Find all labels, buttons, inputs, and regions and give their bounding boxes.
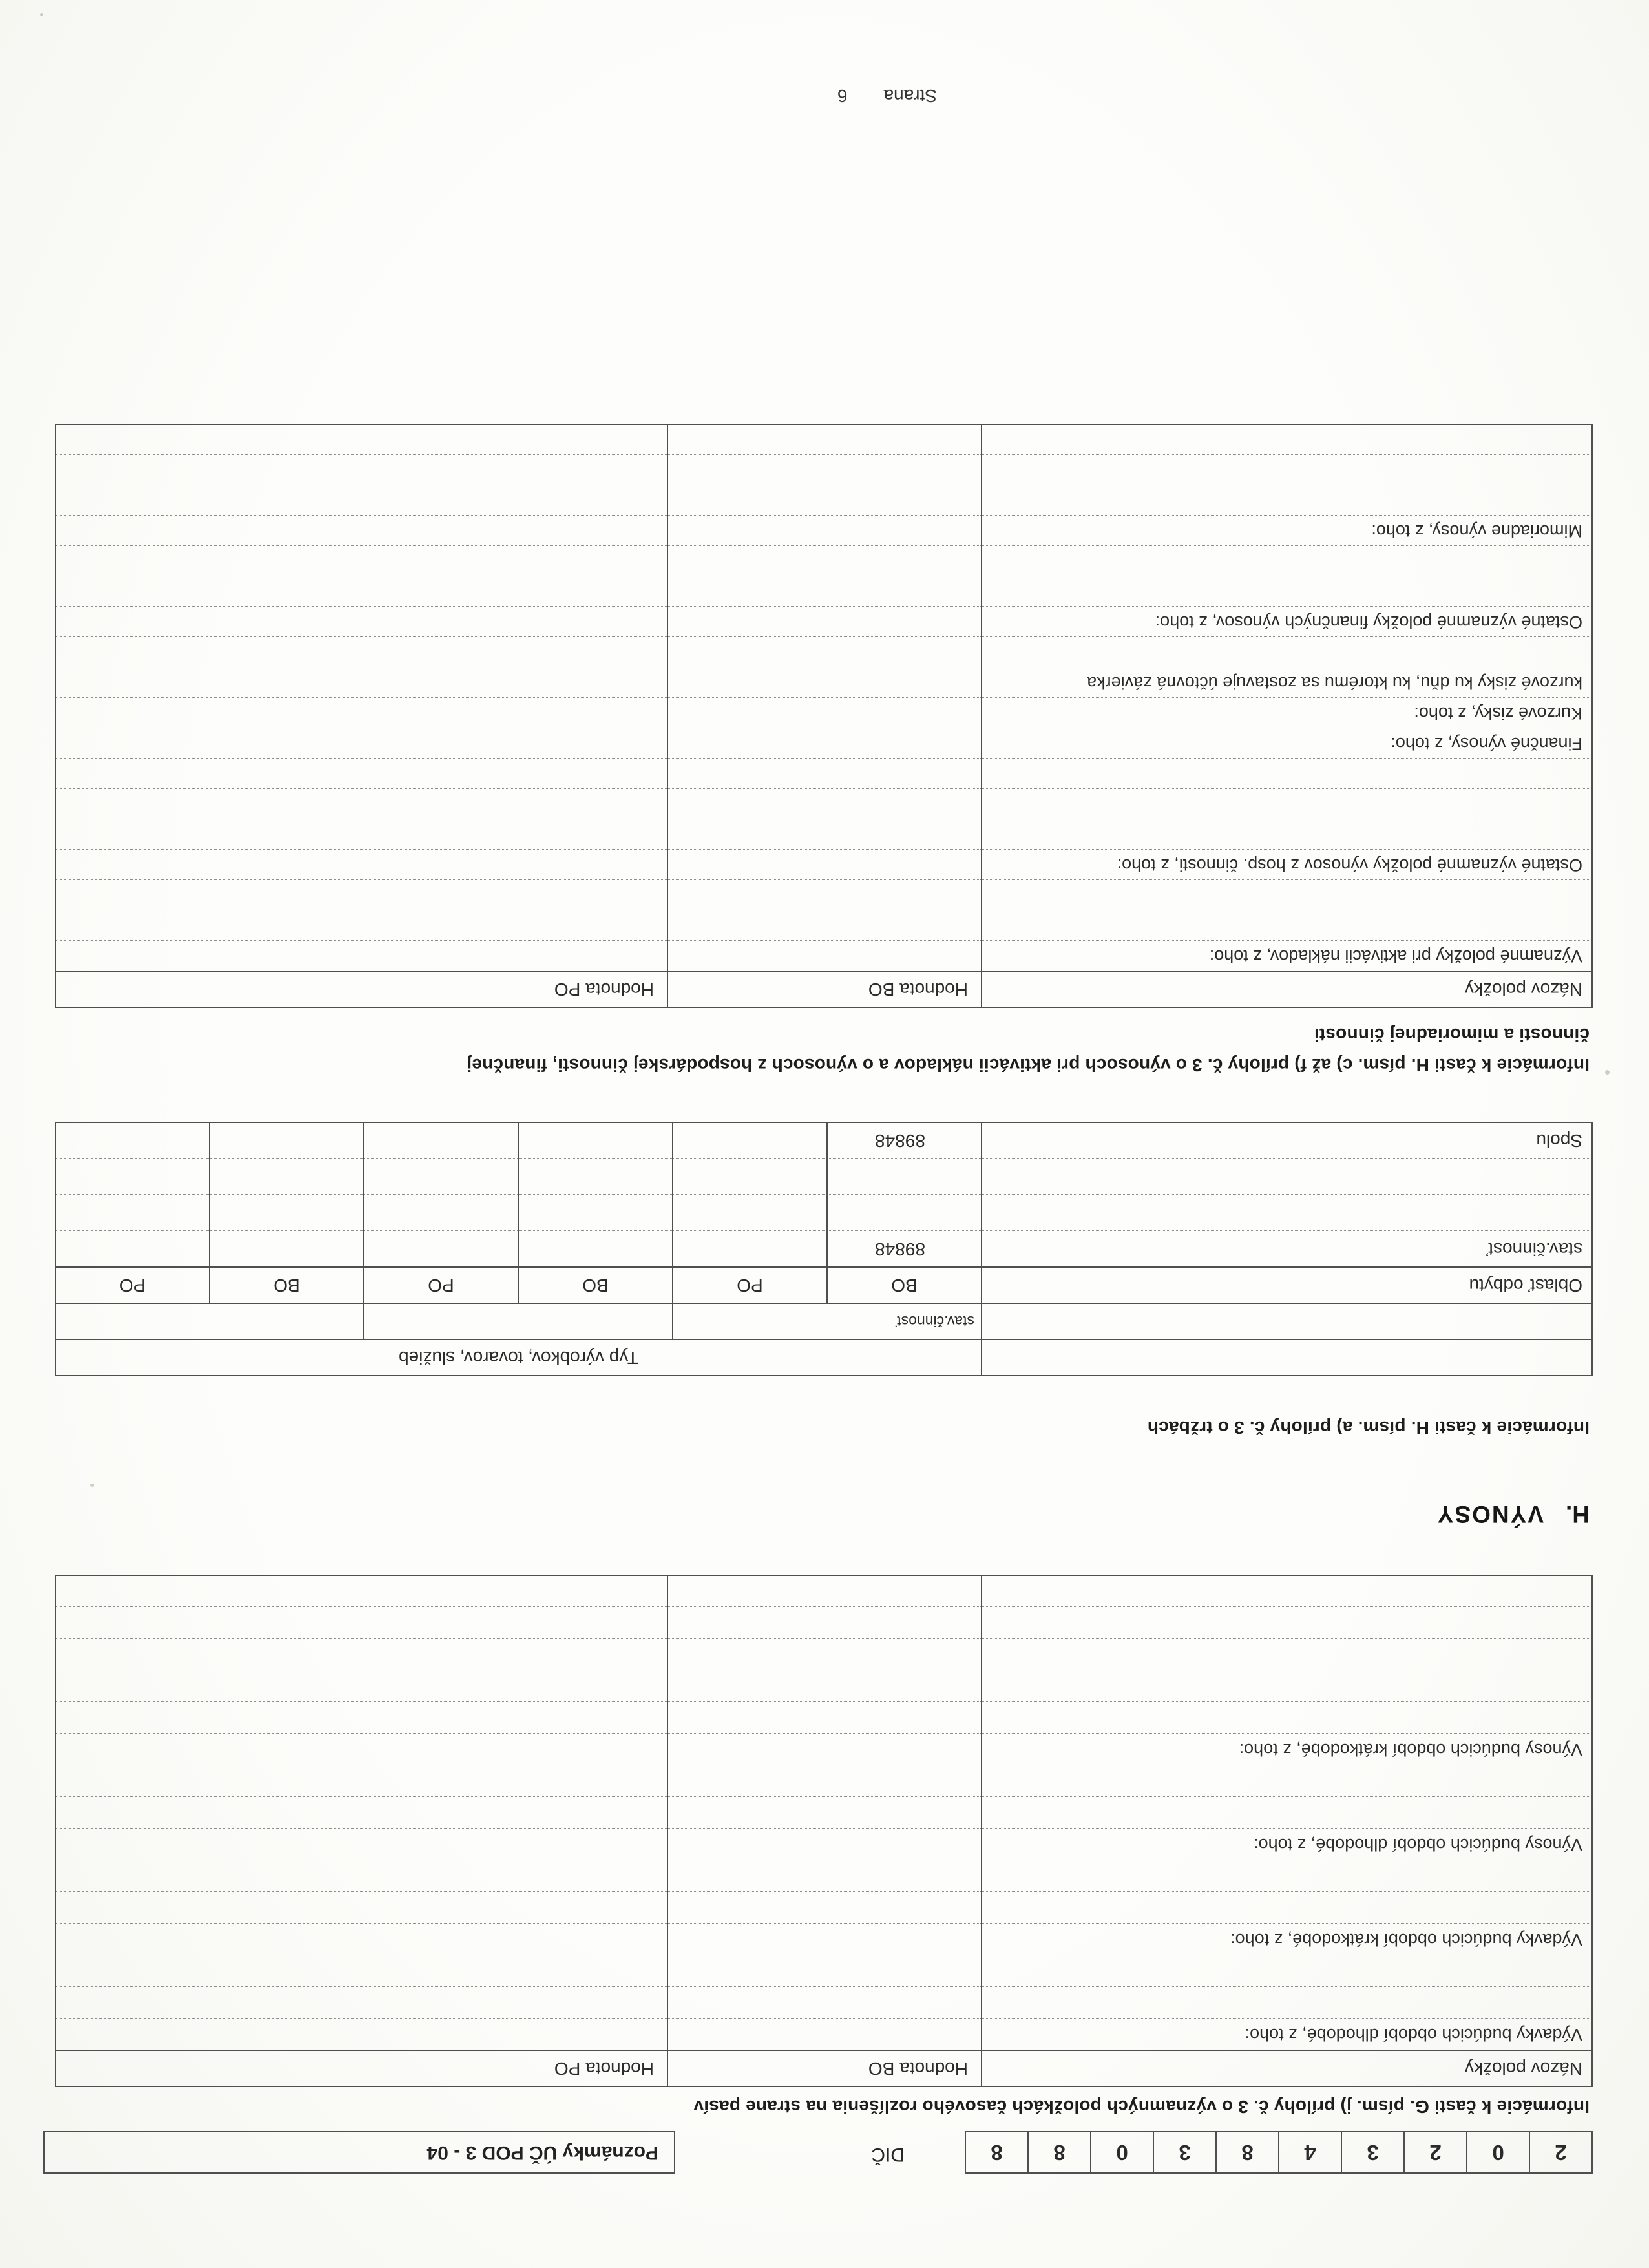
value-po: [56, 880, 667, 910]
value-cell: [209, 1231, 364, 1267]
value-po: [56, 1765, 667, 1797]
dic-digit-cell: 8: [1027, 2131, 1091, 2174]
table-row-empty: [56, 1639, 1592, 1670]
empty-cell: [982, 1303, 1592, 1339]
table-row-empty: [56, 455, 1592, 485]
trzby-type-header-row: [56, 1339, 1592, 1376]
value-bo: [667, 607, 982, 637]
row-label: [982, 1892, 1592, 1924]
value-cell: 89848: [827, 1231, 982, 1267]
value-bo: [667, 1765, 982, 1797]
value-po: [56, 1924, 667, 1955]
value-bo: [667, 455, 982, 485]
row-label: Výdavky budúcich období dlhodobé, z toho:: [982, 2019, 1592, 2050]
value-po: [56, 425, 667, 455]
table-row-labeled: [56, 607, 1592, 637]
section-letter: H.: [1566, 1501, 1590, 1528]
dic-digit-cell: 3: [1341, 2131, 1405, 2174]
table-row-labeled: [56, 1829, 1592, 1860]
value-bo: [667, 789, 982, 819]
heading-line-1: Informácie k časti H. písm. c) až f) prílohy č. 3 o výnosoch pri aktivácii nákladov a o výnosoch z hospodárskej činnosti, finančnej: [467, 1055, 1590, 1075]
row-label: Finančné výnosy, z toho:: [982, 728, 1592, 759]
value-po: [56, 850, 667, 880]
row-label: [982, 1195, 1592, 1231]
row-label: [982, 880, 1592, 910]
value-cell: [209, 1122, 364, 1159]
value-bo: [667, 485, 982, 516]
table-row-labeled: [56, 1924, 1592, 1955]
row-label: [982, 789, 1592, 819]
table-row-empty: [56, 1765, 1592, 1797]
dic-digit-cell: 0: [1466, 2131, 1530, 2174]
dic-digit-boxes: [965, 2134, 1593, 2174]
value-bo: [667, 759, 982, 789]
col-header-nazov-polozky: Názov položky: [982, 2050, 1592, 2086]
row-label: Výnosy budúcich období dlhodobé, z toho:: [982, 1829, 1592, 1860]
value-bo: [667, 880, 982, 910]
dic-digit-cell: 3: [1153, 2131, 1217, 2174]
value-cell: [827, 1159, 982, 1195]
row-label: [982, 1860, 1592, 1892]
col-label-bo: BO: [518, 1267, 673, 1303]
row-label: Výdavky budúcich období krátkodobé, z toho:: [982, 1924, 1592, 1955]
form-header: [56, 2134, 1593, 2174]
value-po: [56, 1955, 667, 1987]
value-po: [56, 819, 667, 850]
col-label-bo: BO: [209, 1267, 364, 1303]
table-row-empty: [56, 759, 1592, 789]
value-cell: [673, 1195, 827, 1231]
row-label: [982, 425, 1592, 455]
value-bo: [667, 1892, 982, 1924]
table-row-empty: [56, 1670, 1592, 1702]
page-number-label: Strana: [883, 86, 937, 106]
col-label-po: PO: [364, 1267, 518, 1303]
value-po: [56, 728, 667, 759]
table-row-empty: [56, 576, 1592, 607]
dic-digit-cell: 8: [1215, 2131, 1279, 2174]
row-label: [982, 576, 1592, 607]
row-label: [982, 1797, 1592, 1829]
empty-corner-cell: [982, 1339, 1592, 1376]
value-po: [56, 667, 667, 698]
section-ha-heading: Informácie k časti H. písm. a) prílohy č. 3 o tržbách: [1147, 1418, 1590, 1438]
value-cell: [56, 1122, 209, 1159]
row-label: Kurzové zisky, z toho:: [982, 698, 1592, 728]
value-po: [56, 576, 667, 607]
scan-speck: [90, 1484, 94, 1487]
row-label: [982, 1987, 1592, 2019]
value-cell: [364, 1231, 518, 1267]
value-cell: 89848: [827, 1122, 982, 1159]
value-bo: [667, 910, 982, 941]
row-label: [982, 819, 1592, 850]
row-label: [982, 759, 1592, 789]
table-row-empty: [56, 1955, 1592, 1987]
value-bo: [667, 1860, 982, 1892]
table-row-labeled: [56, 941, 1592, 971]
value-po: [56, 789, 667, 819]
value-po: [56, 1607, 667, 1639]
table-row-empty: [56, 1607, 1592, 1639]
section-g-heading: Informácie k časti G. písm. j) prílohy č. 3 o významných položkách časového rozlíšenia na strane pasív: [693, 2097, 1590, 2117]
table-header-row: [56, 971, 1592, 1007]
type-name-cell: [56, 1303, 364, 1339]
value-cell: [673, 1122, 827, 1159]
value-cell: [209, 1195, 364, 1231]
row-label: [982, 1955, 1592, 1987]
col-label-po: PO: [673, 1267, 827, 1303]
form-title-box: Poznámky ÚČ POD 3 - 04: [43, 2131, 675, 2174]
value-bo: [667, 516, 982, 546]
page-number: [837, 85, 937, 106]
value-bo: [667, 1639, 982, 1670]
value-bo: [667, 1924, 982, 1955]
value-bo: [667, 1987, 982, 2019]
table-row-empty: [56, 880, 1592, 910]
value-po: [56, 1892, 667, 1924]
type-name-cell: [364, 1303, 673, 1339]
value-cell: [673, 1159, 827, 1195]
value-bo: [667, 425, 982, 455]
row-label: Ostatné významné položky finančných výnosov, z toho:: [982, 607, 1592, 637]
value-bo: [667, 1734, 982, 1765]
value-bo: [667, 1955, 982, 1987]
row-label: [982, 1670, 1592, 1702]
table-row-empty: [56, 425, 1592, 455]
value-po: [56, 698, 667, 728]
value-bo: [667, 576, 982, 607]
row-label: [982, 1702, 1592, 1734]
value-bo: [667, 850, 982, 880]
value-cell: [518, 1159, 673, 1195]
table-row-empty: [56, 910, 1592, 941]
table-row-empty: [56, 789, 1592, 819]
value-po: [56, 516, 667, 546]
row-label: [982, 455, 1592, 485]
value-bo: [667, 1797, 982, 1829]
value-bo: [667, 546, 982, 576]
value-po: [56, 2019, 667, 2050]
table-row-empty: [56, 1575, 1592, 1607]
dic-digit-cell: 2: [1403, 2131, 1467, 2174]
section-title-text: VÝNOSY: [1436, 1501, 1544, 1528]
table-row-empty: [56, 1797, 1592, 1829]
value-cell: [518, 1231, 673, 1267]
col-label-po: PO: [56, 1267, 209, 1303]
value-cell: [518, 1195, 673, 1231]
scan-speck: [1605, 1070, 1610, 1075]
value-po: [56, 485, 667, 516]
value-cell: [673, 1231, 827, 1267]
row-label: [982, 1765, 1592, 1797]
col-label-bo: BO: [827, 1267, 982, 1303]
value-po: [56, 1639, 667, 1670]
trzby-row-empty: [56, 1159, 1592, 1195]
casove-rozlisenie-table: [55, 1575, 1593, 2087]
row-label: [982, 1607, 1592, 1639]
trzby-bo-po-row: [56, 1267, 1592, 1303]
value-bo: [667, 728, 982, 759]
value-po: [56, 1575, 667, 1607]
row-label: Významné položky pri aktivácii nákladov, z toho:: [982, 941, 1592, 971]
value-po: [56, 637, 667, 667]
section-h-title: [1436, 1500, 1590, 1528]
value-po: [56, 759, 667, 789]
vynosy-table: [55, 424, 1593, 1008]
page-number-value: 6: [837, 86, 848, 106]
table-row-labeled: [56, 1734, 1592, 1765]
row-label: Mimoriadne výnosy, z toho:: [982, 516, 1592, 546]
value-bo: [667, 2019, 982, 2050]
col-header-hodnota-bo: Hodnota BO: [667, 2050, 982, 2086]
value-po: [56, 1670, 667, 1702]
col-header-hodnota-bo: Hodnota BO: [667, 971, 982, 1007]
row-label: [982, 485, 1592, 516]
row-label: stav.činnosť: [982, 1231, 1592, 1267]
value-bo: [667, 1702, 982, 1734]
row-label: [982, 637, 1592, 667]
value-po: [56, 1860, 667, 1892]
table-row-empty: [56, 1702, 1592, 1734]
table-row-labeled: [56, 850, 1592, 880]
trzby-row-labeled: [56, 1122, 1592, 1159]
heading-line-2: činnosti a mimoriadnej činnosti: [1314, 1025, 1590, 1045]
value-bo: [667, 698, 982, 728]
value-cell: [364, 1195, 518, 1231]
row-label: [982, 546, 1592, 576]
value-bo: [667, 1829, 982, 1860]
row-label: Ostatné významné položky výnosov z hosp. činnosti, z toho:: [982, 850, 1592, 880]
value-bo: [667, 667, 982, 698]
trzby-table: [55, 1122, 1593, 1376]
table-row-empty: [56, 1987, 1592, 2019]
table-row-labeled: [56, 516, 1592, 546]
value-bo: [667, 1670, 982, 1702]
value-bo: [667, 1607, 982, 1639]
value-po: [56, 1702, 667, 1734]
col-header-hodnota-po: Hodnota PO: [56, 971, 667, 1007]
value-bo: [667, 637, 982, 667]
value-cell: [56, 1159, 209, 1195]
value-po: [56, 607, 667, 637]
row-label: Výnosy budúcich období krátkodobé, z toho:: [982, 1734, 1592, 1765]
trzby-row-labeled: [56, 1231, 1592, 1267]
value-cell: [827, 1195, 982, 1231]
row-label: Spolu: [982, 1122, 1592, 1159]
value-cell: [56, 1195, 209, 1231]
value-po: [56, 455, 667, 485]
table-row-empty: [56, 1860, 1592, 1892]
table-row-empty: [56, 819, 1592, 850]
dic-digit-cell: 8: [965, 2131, 1029, 2174]
value-cell: [364, 1122, 518, 1159]
value-bo: [667, 1575, 982, 1607]
dic-label: DIČ: [871, 2144, 905, 2165]
oblast-odbytu-label: Oblasť odbytu: [982, 1267, 1592, 1303]
col-header-hodnota-po: Hodnota PO: [56, 2050, 667, 2086]
row-label: [982, 910, 1592, 941]
section-hcf-heading: [467, 1020, 1590, 1080]
table-row-empty: [56, 485, 1592, 516]
value-po: [56, 910, 667, 941]
value-po: [56, 546, 667, 576]
value-cell: [209, 1159, 364, 1195]
value-cell: [364, 1159, 518, 1195]
value-po: [56, 1987, 667, 2019]
table-row-empty: [56, 546, 1592, 576]
scan-speck: [40, 13, 43, 16]
trzby-type-name-row: [56, 1303, 1592, 1339]
value-po: [56, 1829, 667, 1860]
row-label: [982, 1575, 1592, 1607]
value-bo: [667, 819, 982, 850]
table-header-row: [56, 2050, 1592, 2086]
table-row-labeled: [56, 698, 1592, 728]
value-po: [56, 941, 667, 971]
dic-digit-cell: 0: [1090, 2131, 1154, 2174]
table-row-labeled: [56, 728, 1592, 759]
table-row-labeled: [56, 2019, 1592, 2050]
dic-digit-cell: 2: [1529, 2131, 1593, 2174]
trzby-row-empty: [56, 1195, 1592, 1231]
row-label: [982, 1159, 1592, 1195]
row-label: [982, 1639, 1592, 1670]
type-header-cell: Typ výrobkov, tovarov, služieb: [56, 1339, 982, 1376]
value-po: [56, 1734, 667, 1765]
row-label: kurzové zisky ku dňu, ku ktorému sa zostavuje účtovná závierka: [982, 667, 1592, 698]
value-cell: [56, 1231, 209, 1267]
table-row-empty: [56, 637, 1592, 667]
value-bo: [667, 941, 982, 971]
value-po: [56, 1797, 667, 1829]
table-row-labeled: [56, 667, 1592, 698]
col-header-nazov-polozky: Názov položky: [982, 971, 1592, 1007]
type-name-cell: stav.činnosť: [673, 1303, 982, 1339]
table-row-empty: [56, 1892, 1592, 1924]
value-cell: [518, 1122, 673, 1159]
dic-digit-cell: 4: [1278, 2131, 1342, 2174]
